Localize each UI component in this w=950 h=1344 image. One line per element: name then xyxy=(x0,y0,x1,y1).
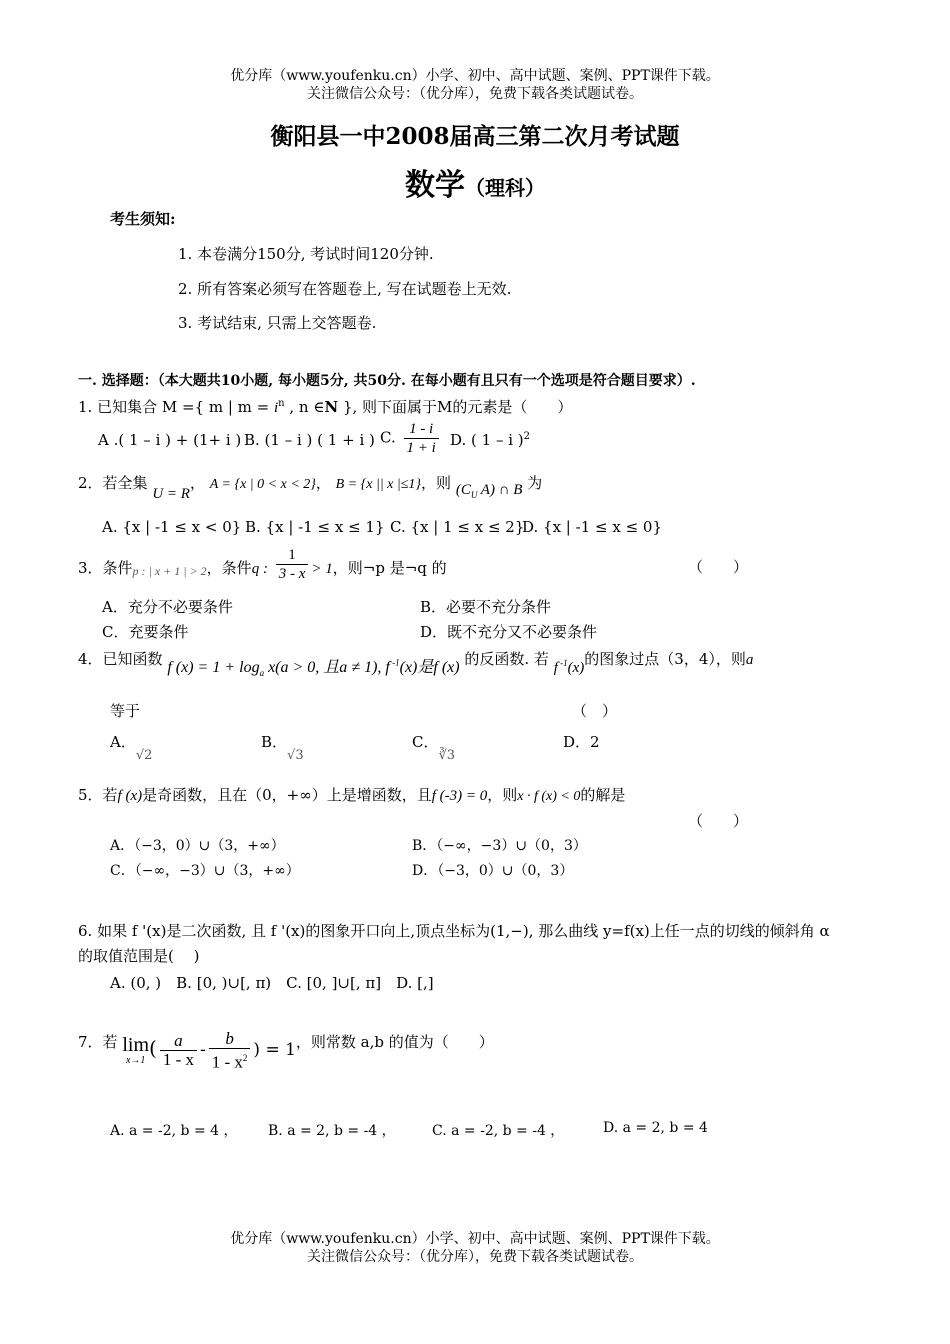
q7-frac2-den-sup: 2 xyxy=(242,1053,248,1063)
q3-option-a: A．充分不必要条件 xyxy=(102,598,233,616)
q7-option-c: C. a = -2, b = -4 ， xyxy=(432,1123,565,1139)
q2-stem xyxy=(78,472,543,502)
section-heading: 一. 选择题：（本大题共10小题, 每小题5分, 共50分. 在每小题有且只有一个选项是符合题目要求）. xyxy=(78,373,696,389)
q1-option-c-num: 1 - i xyxy=(404,420,439,439)
q3-fraction-num: 1 xyxy=(276,546,309,565)
q7-tail: ，则常数 a,b 的值为（ ） xyxy=(295,1032,494,1051)
q1-option-d-sup: 2 xyxy=(523,431,531,442)
q7-limit xyxy=(122,1035,149,1066)
q5-mid1: 是奇函数，且在（0，+∞）上是增函数，且 xyxy=(142,786,432,804)
q4-f-sub: a xyxy=(259,668,265,679)
q3-fraction xyxy=(276,546,309,583)
q2-option-a: A. {x | -1 ≤ x < 0} xyxy=(102,518,242,536)
q7-frac2-num: b xyxy=(209,1030,251,1049)
q5-answer-paren: （ ） xyxy=(688,812,749,830)
q5-tail: 的解是 xyxy=(580,786,626,804)
q4-option-d: D．2 xyxy=(563,733,600,751)
q4-finv-rest: (x) xyxy=(567,660,585,676)
q4-finv: f xyxy=(553,660,558,676)
q2-set-a: A = {x | 0 < x < 2} xyxy=(209,477,316,492)
q4-f-rest: x(a > 0, 且a ≠ 1), f xyxy=(264,659,390,676)
q7-open-paren: ( xyxy=(149,1035,157,1060)
q7-lim-sub: x→1 xyxy=(125,1055,146,1067)
q1-option-a: A .( 1 – i ) + (1+ i ) xyxy=(98,431,242,449)
q5-option-d: D．（−3，0）∪（0，3） xyxy=(412,863,574,879)
header-line-2: 关注微信公众号：（优分库），免费下载各类试题试卷。 xyxy=(307,86,643,102)
q5-lead: 5．若 xyxy=(78,786,118,804)
q7-option-d: D. a = 2, b = 4 xyxy=(603,1120,708,1136)
q1-stem-a: 1. 已知集合 M ={ m | m = xyxy=(78,398,274,416)
notice-item-3: 3. 考试结束, 只需上交答题卷. xyxy=(178,314,377,332)
q4-option-c xyxy=(412,731,456,763)
notice-item-1: 1. 本卷满分150分, 考试时间120分钟. xyxy=(178,245,434,263)
q4-option-b-val: √3 xyxy=(287,748,304,763)
q2-expr-sub: U xyxy=(470,490,478,500)
subject-title xyxy=(0,160,950,204)
q6-line-2: 的取值范围是( ) xyxy=(78,947,200,965)
q4-function xyxy=(167,657,460,679)
q6-options: A. (0, ) B. [0, )∪[, π) C. [0, ]∪[, π] D. [,] xyxy=(110,974,434,992)
q7-minus: - xyxy=(199,1039,206,1060)
q2-expr-rest: A) ∩ B xyxy=(477,482,523,498)
q3-q-tail: > 1 xyxy=(311,560,333,577)
q1-stem-c: }, 则下面属于M的元素是（ ） xyxy=(338,398,573,416)
notice-heading: 考生须知: xyxy=(110,210,176,228)
q1-option-c-den: 1 + i xyxy=(406,440,436,456)
q7-frac1-num: a xyxy=(160,1032,197,1051)
q4-finv-sup: -1 xyxy=(557,658,568,668)
footer-line-2: 关注微信公众号：（优分库），免费下载各类试题试卷。 xyxy=(307,1249,643,1265)
q2-lead: 2．若全集 xyxy=(78,474,148,492)
q2-expr-a: (C xyxy=(455,482,471,498)
q2-option-b: B. {x | -1 ≤ x ≤ 1} xyxy=(245,518,385,536)
q4-a: a xyxy=(745,652,754,668)
q7-fraction-2 xyxy=(209,1030,251,1072)
q2-set-b: B = {x || x |≤1} xyxy=(335,477,422,492)
q5-option-b: B．（−∞，−3）∪（0，3） xyxy=(412,838,587,854)
q1-option-d xyxy=(450,431,530,449)
q3-mid: ，条件 xyxy=(206,558,252,577)
q4-f: f (x) = 1 + log xyxy=(167,659,260,676)
q1-stem-n: n xyxy=(278,398,285,409)
q4-stem xyxy=(78,646,754,679)
page-title: 衡阳县一中2008届高三第二次月考试题 xyxy=(270,123,680,150)
q1-stem-N: N xyxy=(324,398,339,416)
q3-fraction-den: 3 - x xyxy=(278,566,306,582)
q2-then: ，则 xyxy=(421,474,452,492)
q3-option-d: D．既不充分又不必要条件 xyxy=(420,623,598,641)
q6-line-1: 6. 如果 f '(x)是二次函数, 且 f '(x)的图象开口向上,顶点坐标为(1,−), 那么曲线 y=f(x)上任一点的切线的倾斜角 α xyxy=(78,922,830,940)
q1-option-c xyxy=(380,420,442,457)
q2-expression xyxy=(456,482,523,498)
q4-option-a xyxy=(110,731,153,763)
q1-stem xyxy=(78,396,572,417)
q1-option-d-text: D. ( 1 – i ) xyxy=(450,431,524,449)
q2-option-c: C. {x | 1 ≤ x ≤ 2} xyxy=(390,518,525,536)
q3-lead: 3．条件 xyxy=(78,558,133,577)
q1-stem-b: , n ∈ xyxy=(284,398,325,416)
q7-option-a: A. a = -2, b = 4 ， xyxy=(110,1123,238,1139)
q5-option-c: C．（−∞，−3）∪（3，+∞） xyxy=(110,863,300,879)
q2-option-d: D. {x | -1 ≤ x ≤ 0} xyxy=(522,518,662,536)
q3-stem xyxy=(78,546,447,583)
footer-line-1: 优分库（www.youfenku.cn）小学、初中、高中试题、案例、PPT课件下载。 xyxy=(230,1231,720,1247)
q7-equals: ) = 1 xyxy=(253,1039,296,1060)
q2-comma-1: ， xyxy=(189,474,205,492)
q4-option-a-val: √2 xyxy=(135,748,153,763)
q4-mid: 的反函数. 若 xyxy=(464,650,549,668)
subject-main: 数学 xyxy=(405,168,465,203)
q2-universal-set: U = R xyxy=(152,486,190,502)
q7-stem xyxy=(78,1030,494,1072)
subject-sub: （理科） xyxy=(465,176,545,200)
q1-stem-i: i xyxy=(274,400,279,416)
q7-option-b: B. a = 2, b = -4 ， xyxy=(268,1123,396,1139)
q2-comma-2: ， xyxy=(315,474,331,492)
q3-answer-paren: （ ） xyxy=(688,558,749,576)
q4-line-2: 等于 xyxy=(110,702,141,720)
q4-inverse xyxy=(554,660,585,676)
q7-fraction-1 xyxy=(160,1032,197,1069)
header-line-1: 优分库（www.youfenku.cn）小学、初中、高中试题、案例、PPT课件下载。 xyxy=(230,68,720,84)
q5-mid2: ，则 xyxy=(487,786,518,804)
q3-option-b: B．必要不充分条件 xyxy=(420,598,552,616)
q5-stem xyxy=(78,784,625,805)
q3-option-c: C．充要条件 xyxy=(102,623,189,641)
q4-answer-paren: （ ） xyxy=(572,702,618,720)
q7-frac2-den xyxy=(209,1049,251,1072)
q5-condition: f (-3) = 0 xyxy=(431,788,488,804)
q7-frac2-den-a: 1 - x xyxy=(211,1052,243,1072)
q5-option-a: A．（−3，0）∪（3，+∞） xyxy=(110,838,285,854)
q2-tail: 为 xyxy=(527,474,543,492)
q3-q-label: q : xyxy=(251,560,268,577)
q1-option-c-fraction xyxy=(404,420,439,457)
q4-option-c-label: C． xyxy=(412,733,439,751)
q4-option-b xyxy=(261,731,304,763)
q5-f: f (x) xyxy=(117,788,143,804)
q4-f-rest2: (x)是f (x) xyxy=(399,659,460,676)
q4-f-sup: -1 xyxy=(389,657,400,668)
q4-lead: 4．已知函数 xyxy=(78,650,163,668)
q5-inequality: x · f (x) < 0 xyxy=(517,789,581,804)
q3-condition-p: p : | x + 1 | > 2 xyxy=(132,563,207,578)
q4-option-a-label: A． xyxy=(110,733,136,751)
q4-option-c-val: ∛3 xyxy=(438,748,456,763)
q7-frac1-den: 1 - x xyxy=(162,1050,194,1070)
q7-lim-text: lim xyxy=(122,1034,149,1057)
q1-option-c-label: C. xyxy=(380,428,396,447)
q3-then: ，则¬p 是¬q 的 xyxy=(332,558,447,577)
q7-lead: 7．若 xyxy=(78,1032,118,1051)
q1-option-b: B. (1 – i ) ( 1 + i ) xyxy=(244,431,375,449)
q4-tail: 的图象过点（3，4），则 xyxy=(584,650,746,668)
q4-option-b-label: B． xyxy=(261,733,288,751)
notice-item-2: 2. 所有答案必须写在答题卷上, 写在试题卷上无效. xyxy=(178,280,512,298)
